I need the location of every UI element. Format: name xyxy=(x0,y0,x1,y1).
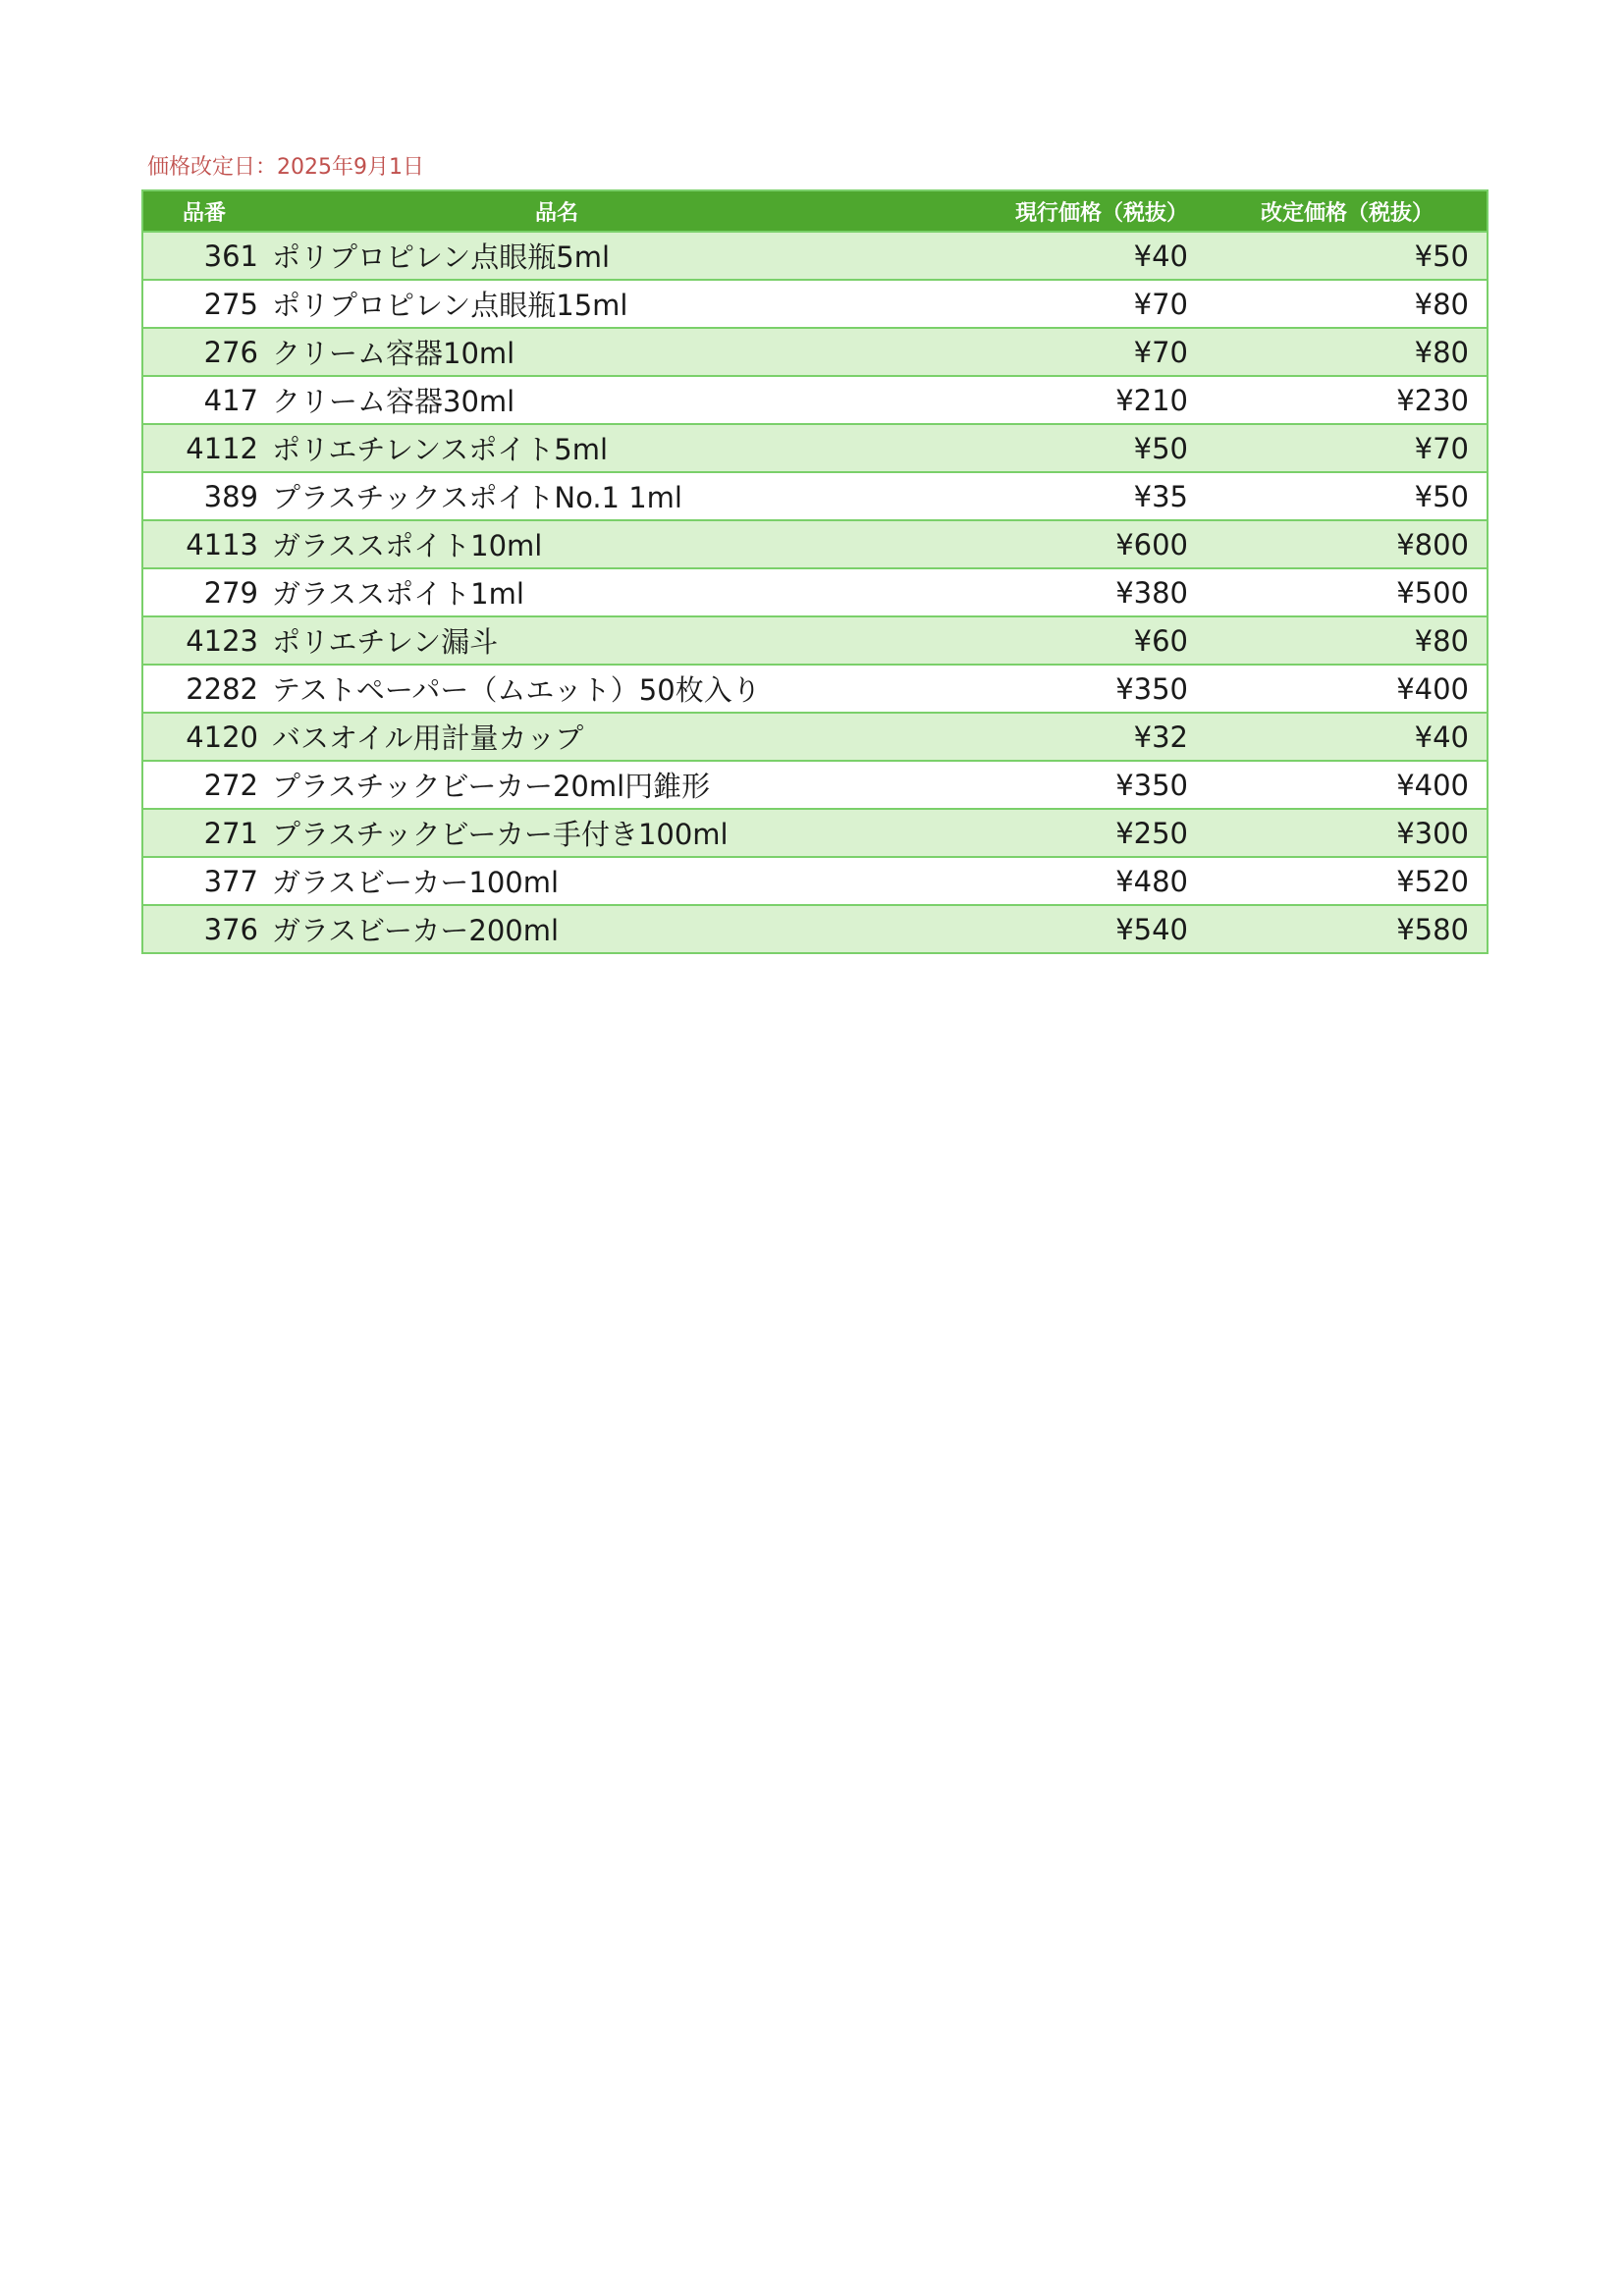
table-row xyxy=(142,857,1488,905)
product-code: 4123 xyxy=(142,616,270,665)
new-price: ¥300 xyxy=(1208,809,1488,857)
current-price: ¥250 xyxy=(957,809,1208,857)
product-name: テストペーパー（ムエット）50枚入り xyxy=(270,665,957,713)
product-code: 271 xyxy=(142,809,270,857)
current-price: ¥350 xyxy=(957,761,1208,809)
current-price: ¥50 xyxy=(957,424,1208,472)
product-name: クリーム容器10ml xyxy=(270,328,957,376)
table-row xyxy=(142,280,1488,328)
product-name: クリーム容器30ml xyxy=(270,376,957,424)
table-row xyxy=(142,713,1488,761)
table-row xyxy=(142,232,1488,280)
product-code: 4112 xyxy=(142,424,270,472)
new-price: ¥500 xyxy=(1208,568,1488,616)
product-name: ポリプロピレン点眼瓶15ml xyxy=(270,280,957,328)
current-price: ¥70 xyxy=(957,280,1208,328)
product-name: ガラスビーカー100ml xyxy=(270,857,957,905)
product-code: 361 xyxy=(142,232,270,280)
current-price: ¥540 xyxy=(957,905,1208,953)
header-code: 品番 xyxy=(142,190,270,232)
current-price: ¥35 xyxy=(957,472,1208,520)
current-price: ¥600 xyxy=(957,520,1208,568)
current-price: ¥32 xyxy=(957,713,1208,761)
table-row xyxy=(142,328,1488,376)
new-price: ¥800 xyxy=(1208,520,1488,568)
price-table-header xyxy=(142,190,1488,232)
product-code: 2282 xyxy=(142,665,270,713)
product-code: 377 xyxy=(142,857,270,905)
product-name: ポリプロピレン点眼瓶5ml xyxy=(270,232,957,280)
current-price: ¥60 xyxy=(957,616,1208,665)
table-row xyxy=(142,376,1488,424)
product-code: 275 xyxy=(142,280,270,328)
new-price: ¥580 xyxy=(1208,905,1488,953)
new-price: ¥50 xyxy=(1208,472,1488,520)
product-name: プラスチックビーカー手付き100ml xyxy=(270,809,957,857)
new-price: ¥80 xyxy=(1208,280,1488,328)
product-name: バスオイル用計量カップ xyxy=(270,713,957,761)
current-price: ¥40 xyxy=(957,232,1208,280)
new-price: ¥80 xyxy=(1208,328,1488,376)
header-name: 品名 xyxy=(270,190,957,232)
price-revision-date: 価格改定日：2025年9月1日 xyxy=(147,155,424,180)
product-name: ガラスビーカー200ml xyxy=(270,905,957,953)
header-current-price: 現行価格（税抜） xyxy=(957,190,1208,232)
product-code: 279 xyxy=(142,568,270,616)
new-price: ¥400 xyxy=(1208,665,1488,713)
product-code: 4120 xyxy=(142,713,270,761)
price-table-body xyxy=(142,232,1488,953)
table-row xyxy=(142,424,1488,472)
table-row xyxy=(142,665,1488,713)
new-price: ¥40 xyxy=(1208,713,1488,761)
header-row xyxy=(142,190,1488,232)
product-name: ガラススポイト1ml xyxy=(270,568,957,616)
current-price: ¥350 xyxy=(957,665,1208,713)
price-table xyxy=(141,189,1489,954)
product-code: 276 xyxy=(142,328,270,376)
product-name: プラスチックスポイトNo.1 1ml xyxy=(270,472,957,520)
new-price: ¥80 xyxy=(1208,616,1488,665)
product-name: ポリエチレンスポイト5ml xyxy=(270,424,957,472)
current-price: ¥480 xyxy=(957,857,1208,905)
current-price: ¥70 xyxy=(957,328,1208,376)
product-name: ガラススポイト10ml xyxy=(270,520,957,568)
new-price: ¥520 xyxy=(1208,857,1488,905)
product-name: プラスチックビーカー20ml円錐形 xyxy=(270,761,957,809)
table-row xyxy=(142,616,1488,665)
new-price: ¥400 xyxy=(1208,761,1488,809)
table-row xyxy=(142,905,1488,953)
table-row xyxy=(142,809,1488,857)
product-code: 4113 xyxy=(142,520,270,568)
table-row xyxy=(142,761,1488,809)
header-new-price: 改定価格（税抜） xyxy=(1208,190,1488,232)
product-code: 376 xyxy=(142,905,270,953)
product-code: 417 xyxy=(142,376,270,424)
table-row xyxy=(142,568,1488,616)
new-price: ¥50 xyxy=(1208,232,1488,280)
new-price: ¥70 xyxy=(1208,424,1488,472)
product-name: ポリエチレン漏斗 xyxy=(270,616,957,665)
table-row xyxy=(142,472,1488,520)
product-code: 389 xyxy=(142,472,270,520)
new-price: ¥230 xyxy=(1208,376,1488,424)
current-price: ¥210 xyxy=(957,376,1208,424)
current-price: ¥380 xyxy=(957,568,1208,616)
product-code: 272 xyxy=(142,761,270,809)
table-row xyxy=(142,520,1488,568)
